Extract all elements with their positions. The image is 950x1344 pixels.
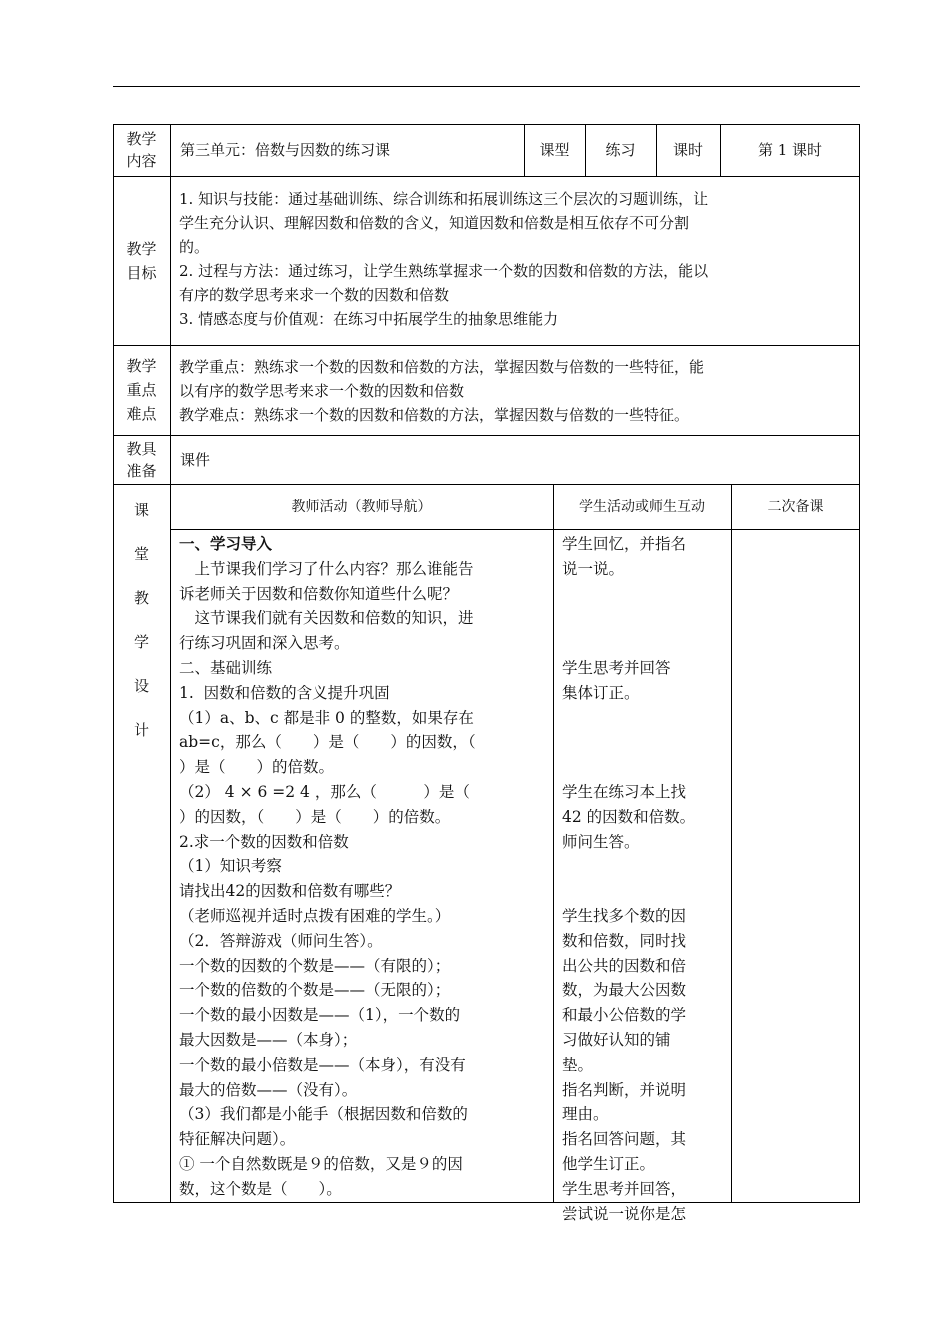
side-char: 计	[133, 721, 149, 739]
student-line: 说一说。	[562, 559, 625, 578]
goals-label: 教学 目标	[126, 239, 157, 282]
teacher-line: ab=c，那么（ ）是（ ）的因数，（	[179, 733, 476, 752]
student-line	[562, 631, 730, 656]
hours-label: 课时	[672, 141, 703, 159]
row-divider	[113, 345, 860, 346]
teacher-line: 二、基础训练	[179, 658, 273, 677]
teacher-line: ① 一个自然数既是９的倍数，又是９的因	[179, 1154, 463, 1173]
goal-line: 的。	[179, 238, 210, 256]
goal-line: 1. 知识与技能：通过基础训练、综合训练和拓展训练这三个层次的习题训练，让	[179, 190, 709, 208]
student-line: 集体订正。	[562, 683, 640, 702]
goal-line: 3. 情感态度与价值观：在练习中拓展学生的抽象思维能力	[179, 310, 559, 328]
header-rule	[113, 86, 860, 87]
teacher-activity	[179, 532, 551, 1202]
teacher-line: （2） 4 × 6 =2 4 ，那么（ ）是（	[179, 782, 470, 801]
content-label: 教学 内容	[126, 130, 157, 170]
student-line	[562, 582, 730, 607]
teacher-line: 上节课我们学习了什么内容？那么谁能告	[179, 559, 474, 578]
student-activity	[562, 532, 730, 1223]
col-divider	[170, 124, 171, 1203]
tools-value: 课件	[180, 450, 211, 469]
teacher-line: 一个数的因数的个数是——（有限的）；	[179, 956, 451, 975]
col-header-notes: 二次备课	[767, 498, 824, 515]
col-header-student: 学生活动或师生互动	[579, 498, 705, 515]
teacher-line: （1）a、b、c 都是非 0 的整数，如果存在	[179, 708, 474, 727]
teacher-line: ）是（ ）的倍数。	[179, 758, 335, 777]
teacher-line: 1. 因数和倍数的含义提升巩固	[179, 683, 390, 702]
student-line: 学生思考并回答	[562, 658, 671, 677]
key-points-text	[179, 355, 855, 433]
student-line: 师问生答。	[562, 832, 640, 851]
teacher-line: 最大因数是——（本身）；	[179, 1030, 358, 1049]
key-point-line: 以有序的数学思考来求一个数的因数和倍数	[179, 382, 465, 400]
student-line: 理由。	[562, 1105, 609, 1124]
teacher-line: （老师巡视并适时点拨有困难的学生。）	[179, 906, 451, 925]
key-point-line: 教学重点：熟练求一个数的因数和倍数的方法，掌握因数与倍数的一些特征，能	[179, 358, 705, 376]
teacher-line: 行练习巩固和深入思考。	[179, 634, 350, 653]
student-line: 垫。	[562, 1055, 594, 1074]
side-char: 设	[133, 677, 149, 695]
student-line	[562, 854, 730, 879]
student-line: 数和倍数，同时找	[562, 931, 687, 950]
student-line: 学生思考并回答，	[562, 1179, 687, 1198]
student-line	[562, 755, 730, 780]
teacher-line: 最大的倍数——（没有）。	[179, 1080, 358, 1099]
student-line: 出公共的因数和倍	[562, 956, 687, 975]
student-line: 42 的因数和倍数。	[562, 807, 696, 826]
col-header-teacher: 教师活动（教师导航）	[291, 498, 432, 515]
student-line: 习做好认知的铺	[562, 1030, 671, 1049]
student-line: 学生找多个数的因	[562, 906, 687, 925]
side-char: 课	[133, 501, 149, 519]
key-points-label: 教学 重点 难点	[126, 357, 157, 423]
student-line	[562, 730, 730, 755]
hours-value: 第 1 课时	[757, 141, 823, 159]
student-line: 指名判断，并说明	[562, 1080, 687, 1099]
unit-title: 第三单元：倍数与因数的练习课	[180, 141, 391, 159]
teacher-line: 这节课我们就有关因数和倍数的知识，进	[179, 609, 474, 628]
teacher-line: 2.求一个数的因数和倍数	[179, 832, 349, 851]
student-line: 指名回答问题，其	[562, 1130, 687, 1149]
student-line: 学生回忆，并指名	[562, 535, 687, 553]
student-line: 和最小公倍数的学	[562, 1006, 687, 1025]
student-line	[562, 706, 730, 731]
goals-text	[179, 187, 855, 342]
tools-label: 教具 准备	[126, 439, 157, 480]
side-char: 教	[133, 589, 149, 607]
side-char: 学	[133, 633, 149, 651]
key-point-line: 教学难点：熟练求一个数的因数和倍数的方法，掌握因数与倍数的一些特征。	[179, 406, 690, 424]
teacher-line: 一个数的最小因数是——（1），一个数的	[179, 1006, 461, 1025]
teacher-line: 一个数的倍数的个数是——（无限的）；	[179, 981, 451, 1000]
student-line: 数，为最大公因数	[562, 981, 687, 1000]
teacher-line: （3）我们都是小能手（根据因数和倍数的	[179, 1105, 468, 1124]
teacher-line: ）的因数，（ ）是（ ）的倍数。	[179, 807, 451, 826]
teacher-line: 特征解决问题）。	[179, 1130, 296, 1149]
lesson-type-label: 课型	[539, 141, 570, 159]
student-line	[562, 879, 730, 904]
col-divider	[731, 484, 732, 1203]
goal-line: 学生充分认识、理解因数和倍数的含义，知道因数和倍数是相互依存不可分割	[179, 214, 690, 232]
teacher-line: （1）知识考察	[179, 857, 282, 876]
teacher-line: 数，这个数是（ ）。	[179, 1179, 342, 1198]
teacher-line: 诉老师关于因数和倍数你知道些什么呢？	[179, 584, 459, 603]
col-divider	[553, 484, 554, 1203]
student-line	[562, 606, 730, 631]
row-divider	[113, 176, 860, 177]
student-line: 尝试说一说你是怎	[562, 1204, 687, 1223]
goal-line: 有序的数学思考来求一个数的因数和倍数	[179, 286, 450, 304]
teacher-line: 一个数的最小倍数是——（本身），有没有	[179, 1055, 466, 1074]
section-heading: 一、学习导入	[179, 534, 273, 553]
row-divider	[170, 529, 860, 530]
student-line: 他学生订正。	[562, 1154, 656, 1173]
side-char: 堂	[133, 545, 149, 563]
design-side-label	[113, 488, 170, 738]
lesson-type-value: 练习	[605, 141, 636, 159]
teacher-line: 请找出42的因数和倍数有哪些？	[179, 882, 401, 901]
teacher-line: （2．答辩游戏（师问生答）。	[179, 931, 383, 950]
goal-line: 2. 过程与方法：通过练习，让学生熟练掌握求一个数的因数和倍数的方法，能以	[179, 262, 709, 280]
student-line: 学生在练习本上找	[562, 782, 687, 801]
